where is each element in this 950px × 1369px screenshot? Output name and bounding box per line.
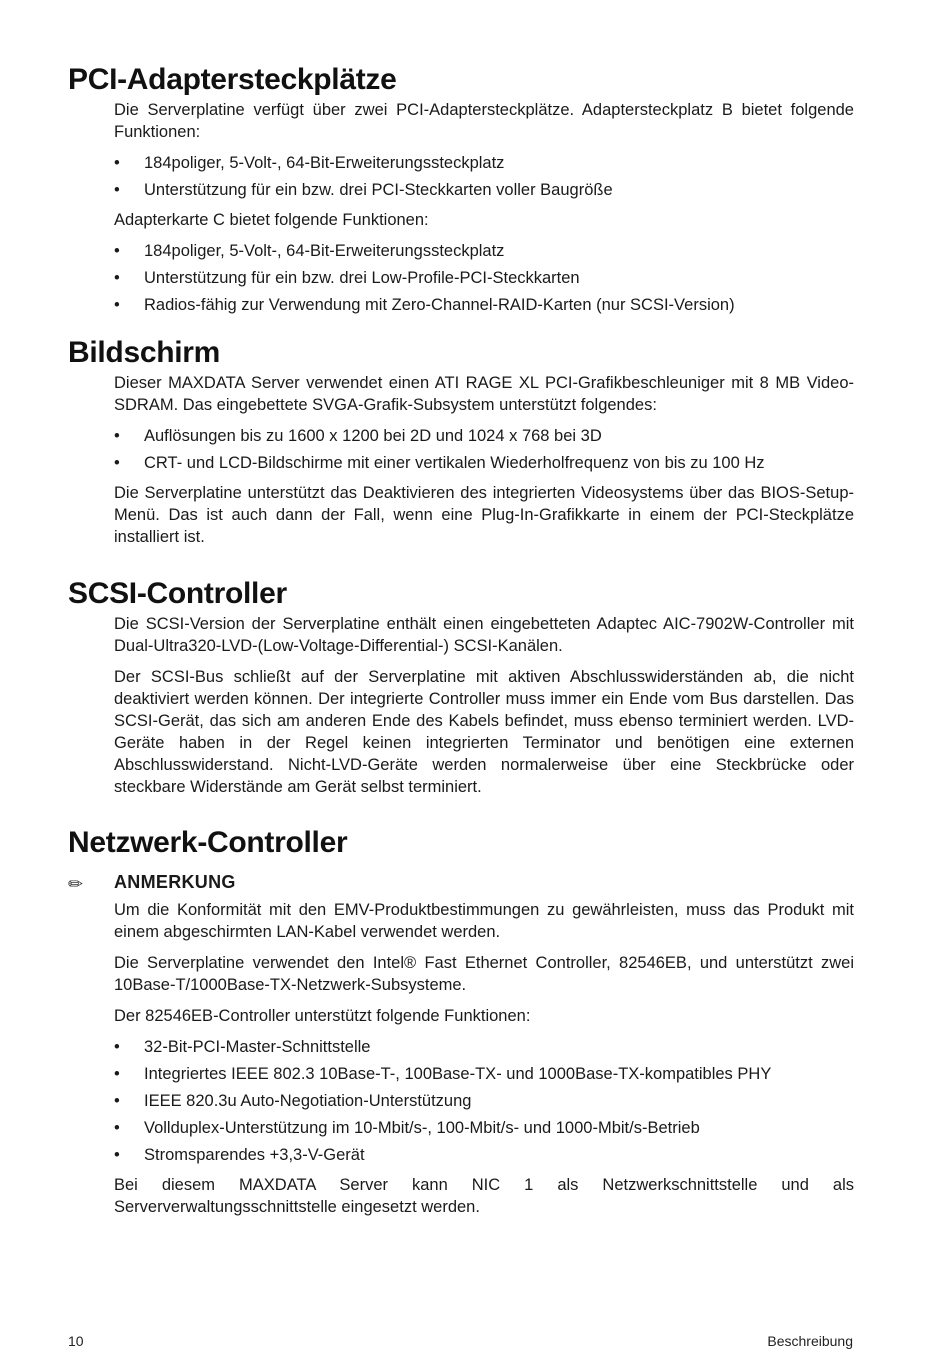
bullet-list (114, 240, 854, 316)
paragraph: Der SCSI-Bus schließt auf der Serverplatine mit aktiven Abschlusswiderständen ab, die nicht deaktiviert werden können. Der integrierte Controller muss immer ein Ende vom Bus darstellen. Das SCSI-Gerät, das sich am anderen Ende des Kabels befindet, muss ebenso terminiert werden. LVD-Geräte haben in der Regel keinen integrierten Terminator und benötigen eine externen Abschlusswiderstand. Nicht-LVD-Geräte werden normalerweise über eine Steckbrücke oder steckbare Widerstände am Gerät selbst terminiert. (114, 668, 854, 796)
list-item (114, 152, 854, 174)
bullet-icon: • (114, 181, 120, 199)
list-item (114, 267, 854, 289)
heading-pci-slots: PCI-Adaptersteckplätze (68, 63, 397, 96)
heading-display: Bildschirm (68, 336, 221, 369)
bullet-icon: • (114, 427, 120, 445)
list-item-text: Radios-fähig zur Verwendung mit Zero-Channel-RAID-Karten (nur SCSI-Version) (144, 296, 735, 314)
paragraph: Die Serverplatine verwendet den Intel® Fast Ethernet Controller, 82546EB, und unterstützt zwei 10Base-T/1000Base-TX-Netzwerk-Subsysteme. (114, 954, 854, 994)
footer-section-name: Beschreibung (767, 1333, 853, 1349)
list-item (114, 452, 854, 474)
list-item (114, 294, 854, 316)
list-item-text: 32-Bit-PCI-Master-Schnittstelle (144, 1038, 371, 1056)
bullet-icon: • (114, 1065, 120, 1083)
note-text: Um die Konformität mit den EMV-Produktbestimmungen zu gewährleisten, muss das Produkt mit einem abgeschirmten LAN-Kabel verwendet werden. (114, 901, 854, 941)
paragraph: Bei diesem MAXDATA Server kann NIC 1 als Netzwerkschnittstelle und als Serververwaltungsschnittstelle eingesetzt werden. (114, 1176, 854, 1216)
paragraph: Adapterkarte C bietet folgende Funktionen: (114, 211, 429, 229)
note-title: ANMERKUNG (114, 872, 236, 892)
note-header (68, 872, 858, 896)
list-item-text: Unterstützung für ein bzw. drei Low-Profile-PCI-Steckkarten (144, 269, 580, 287)
paragraph: Die SCSI-Version der Serverplatine enthält einen eingebetteten Adaptec AIC-7902W-Controller mit Dual-Ultra320-LVD-(Low-Voltage-Differential-) SCSI-Kanälen. (114, 615, 854, 655)
bullet-icon: • (114, 269, 120, 287)
list-item-text: Stromsparendes +3,3-V-Gerät (144, 1146, 365, 1164)
list-item (114, 1063, 854, 1085)
list-item-text: CRT- und LCD-Bildschirme mit einer vertikalen Wiederholfrequenz von bis zu 100 Hz (144, 454, 765, 472)
section-scsi-controller (114, 613, 854, 807)
list-item (114, 240, 854, 262)
section-network-controller (114, 899, 854, 1227)
pencil-icon: ✏ (68, 874, 84, 894)
list-item (114, 1117, 854, 1139)
list-item (114, 1090, 854, 1112)
bullet-icon: • (114, 1146, 120, 1164)
bullet-icon: • (114, 1038, 120, 1056)
list-item-text: Auflösungen bis zu 1600 x 1200 bei 2D und 1024 x 768 bei 3D (144, 427, 602, 445)
paragraph: Die Serverplatine unterstützt das Deaktivieren des integrierten Videosystems über das BIOS-Setup-Menü. Das ist auch dann der Fall, wenn eine Plug-In-Grafikkarte in einem der PCI-Steckplätze installiert ist. (114, 484, 854, 546)
paragraph: Die Serverplatine verfügt über zwei PCI-Adaptersteckplätze. Adaptersteckplatz B bietet folgende Funktionen: (114, 101, 854, 141)
list-item-text: 184poliger, 5-Volt-, 64-Bit-Erweiterungssteckplatz (144, 154, 505, 172)
paragraph: Der 82546EB-Controller unterstützt folgende Funktionen: (114, 1007, 531, 1025)
list-item (114, 1036, 854, 1058)
list-item-text: Integriertes IEEE 802.3 10Base-T-, 100Base-TX- und 1000Base-TX-kompatibles PHY (144, 1065, 772, 1083)
list-item (114, 179, 854, 201)
bullet-icon: • (114, 1119, 120, 1137)
section-pci-slots (114, 99, 854, 324)
heading-network-controller: Netzwerk-Controller (68, 826, 348, 859)
list-item-text: 184poliger, 5-Volt-, 64-Bit-Erweiterungssteckplatz (144, 242, 505, 260)
bullet-list (114, 1036, 854, 1166)
bullet-icon: • (114, 296, 120, 314)
paragraph: Dieser MAXDATA Server verwendet einen ATI RAGE XL PCI-Grafikbeschleuniger mit 8 MB Video-SDRAM. Das eingebettete SVGA-Grafik-Subsystem unterstützt folgendes: (114, 374, 854, 414)
list-item (114, 425, 854, 447)
list-item-text: Unterstützung für ein bzw. drei PCI-Steckkarten voller Baugröße (144, 181, 613, 199)
page-number: 10 (68, 1333, 84, 1349)
section-display (114, 372, 854, 557)
list-item (114, 1144, 854, 1166)
bullet-list (114, 425, 854, 474)
bullet-icon: • (114, 242, 120, 260)
heading-scsi-controller: SCSI-Controller (68, 577, 287, 610)
bullet-icon: • (114, 454, 120, 472)
bullet-list (114, 152, 854, 201)
list-item-text: Vollduplex-Unterstützung im 10-Mbit/s-, 100-Mbit/s- und 1000-Mbit/s-Betrieb (144, 1119, 700, 1137)
list-item-text: IEEE 820.3u Auto-Negotiation-Unterstützung (144, 1092, 472, 1110)
bullet-icon: • (114, 154, 120, 172)
bullet-icon: • (114, 1092, 120, 1110)
